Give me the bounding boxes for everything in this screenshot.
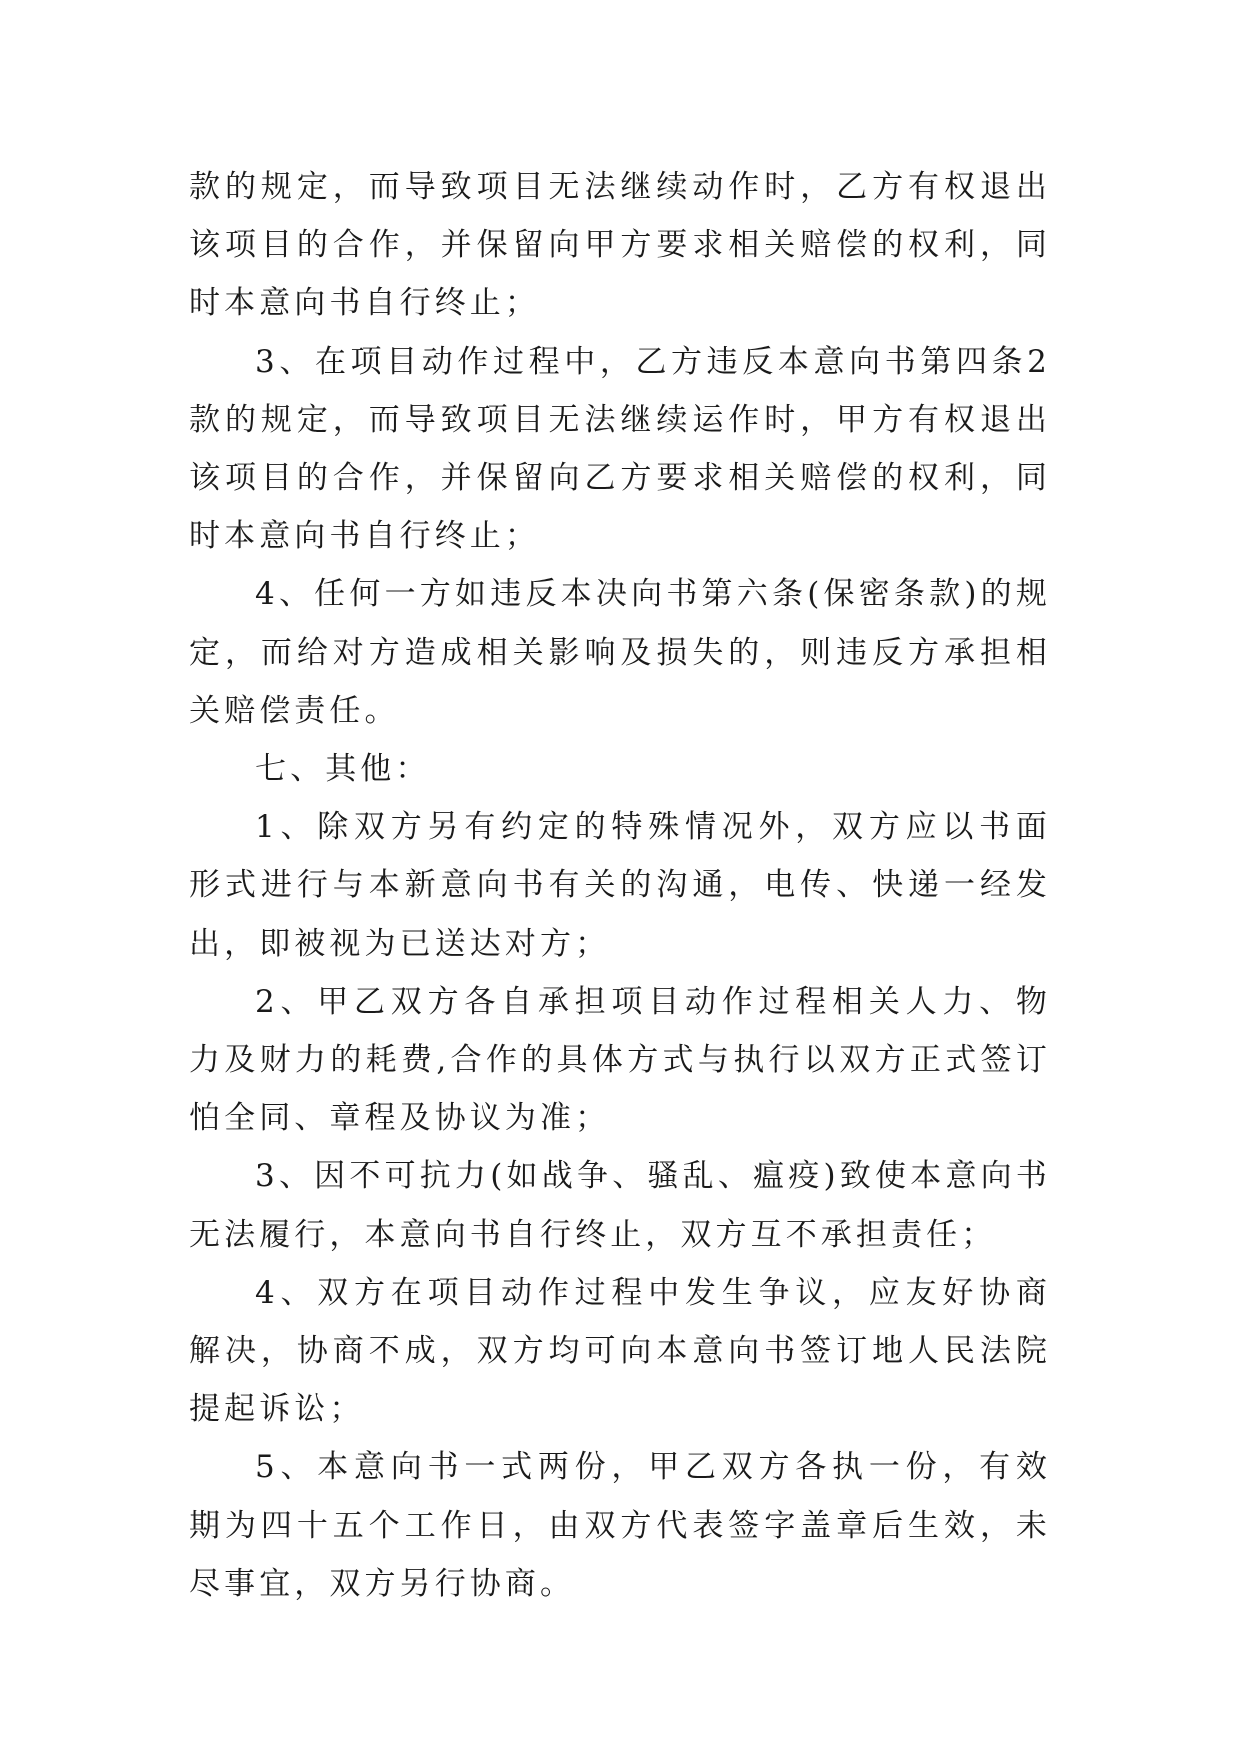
paragraph-clause-7-1: 1、除双方另有约定的特殊情况外，双方应以书面形式进行与本新意向书有关的沟通，电传、快递一经发出，即被视为已送达对方； <box>189 809 1051 962</box>
paragraph-clause-7-5: 5、本意向书一式两份，甲乙双方各执一份，有效期为四十五个工作日，由双方代表签字盖章后生效，未尽事宜，双方另行协商。 <box>189 1449 1051 1602</box>
paragraph-continuation: 款的规定，而导致项目无法继续动作时，乙方有权退出该项目的合作，并保留向甲方要求相关赔偿的权利，同时本意向书自行终止； <box>189 169 1051 322</box>
paragraph-clause-6-3: 3、在项目动作过程中，乙方违反本意向书第四条2款的规定，而导致项目无法继续运作时，甲方有权退出该项目的合作，并保留向乙方要求相关赔偿的权利，同时本意向书自行终止； <box>189 343 1051 555</box>
paragraph-clause-6-4: 4、任何一方如违反本决向书第六条(保密条款)的规定，而给对方造成相关影响及损失的，则违反方承担相关赔偿责任。 <box>189 576 1051 729</box>
paragraph-clause-7-3: 3、因不可抗力(如战争、骚乱、瘟疫)致使本意向书无法履行，本意向书自行终止，双方互不承担责任； <box>189 1158 1051 1253</box>
paragraph-clause-7-2: 2、甲乙双方各自承担项目动作过程相关人力、物力及财力的耗费,合作的具体方式与执行以双方正式签订怕全同、章程及协议为准； <box>189 983 1051 1137</box>
section-heading-other: 七、其他： <box>255 751 431 788</box>
document-body <box>189 158 1051 1613</box>
paragraph-clause-7-4: 4、双方在项目动作过程中发生争议，应友好协商解决，协商不成，双方均可向本意向书签订地人民法院提起诉讼； <box>189 1274 1051 1428</box>
